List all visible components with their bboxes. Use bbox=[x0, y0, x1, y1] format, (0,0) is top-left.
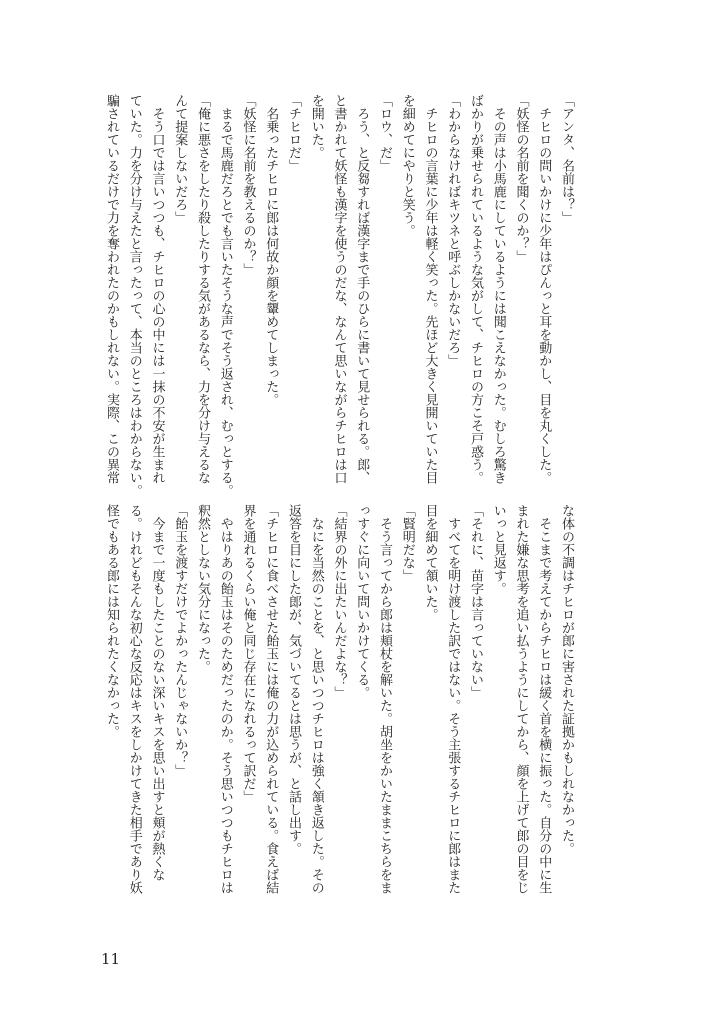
text-line: 「賢明だな」 bbox=[399, 504, 415, 582]
text-line: を細めてにやりと笑う。 bbox=[399, 94, 415, 237]
text-line: と書かれて妖怪も漢字を使うのだな、なんて思いながらチヒロは口 bbox=[331, 94, 347, 484]
text-line: 釈然としない気分になった。 bbox=[195, 504, 210, 673]
text-line: 「チヒロに食べさせた飴玉には俺の力が込められている。食えば結 bbox=[263, 504, 279, 894]
text-line: な体の不調はチヒロが郎に害された証拠かもしれなかった。 bbox=[559, 504, 574, 855]
text-line: なにを当然のことを、と思いつつチヒロは強く頷き返した。その bbox=[308, 504, 324, 894]
text-line: その声は小馬鹿にしているようには聞こえなかった。むしろ驚き bbox=[490, 94, 506, 484]
page-number: 11 bbox=[101, 950, 121, 968]
text-line: そう言ってから郎は頬杖を解いた。胡坐をかいたままこちらをま bbox=[377, 504, 392, 894]
text-line: 「アンタ、名前は？」 bbox=[559, 94, 574, 224]
text-line: チヒロの問いかけに少年はぴんっと耳を動かし、目を丸くした。 bbox=[536, 94, 552, 484]
text-line: 「結界の外に出たいんだよな？」 bbox=[331, 504, 347, 699]
text-line: ばかりが乗せられているような気がして、チヒロの方こそ戸惑う。 bbox=[468, 94, 483, 484]
text-line: 「わからなければキツネと呼ぶしかないだろ」 bbox=[445, 94, 461, 367]
text-line: まるで馬鹿だろとでも言いたそうな声でそう返され、むっとする。 bbox=[217, 94, 233, 497]
bottom-text-block bbox=[99, 504, 577, 909]
top-text-block bbox=[99, 94, 577, 499]
text-line: 「妖怪の名前を聞くのか？」 bbox=[513, 94, 529, 263]
text-line: 「妖怪に名前を教えるのか？」 bbox=[240, 94, 256, 276]
text-line: 今まで一度もしたことのない深いキスを思い出すと頬が熱くな bbox=[149, 504, 165, 881]
text-line: 界を通れるくらい俺と同じ存在になれるって訳だ」 bbox=[240, 504, 256, 803]
text-line: っすぐに向いて問いかけてくる。 bbox=[354, 504, 370, 699]
text-line: 「それに、苗字は言っていない」 bbox=[468, 504, 483, 699]
text-line: を開いた。 bbox=[308, 94, 324, 159]
text-line: んて提案しないだろ」 bbox=[172, 94, 188, 224]
text-line: 「飴玉を渡すだけでよかったんじゃないか？」 bbox=[172, 504, 188, 777]
text-line: すべてを明け渡した訳ではない。そう主張するチヒロに郎はまた bbox=[445, 504, 461, 894]
text-line: 怪でもある郎には知られたくなかった。 bbox=[104, 504, 119, 738]
text-line: る。けれどもそんな初心な反応はキスをしかけてきた相手であり妖 bbox=[126, 504, 142, 894]
text-line: 返答を目にした郎が、気づいてるとは思うが、と話し出す。 bbox=[286, 504, 301, 855]
text-line: チヒロの言葉に少年は軽く笑った。先ほど大きく見開いていた目 bbox=[422, 94, 438, 484]
text-line: まれた嫌な思考を追い払うようにしてから、顔を上げて郎の目をじ bbox=[513, 504, 529, 894]
text-line: 「俺に悪さをしたり殺したりする気があるなら、力を分け与えるな bbox=[195, 94, 210, 484]
text-line: そう口では言いつつも、チヒロの心の中には一抹の不安が生まれ bbox=[149, 94, 165, 484]
text-line: 目を細めて頷いた。 bbox=[422, 504, 438, 621]
text-line: そこまで考えてからチヒロは緩く首を横に振った。自分の中に生 bbox=[536, 504, 552, 894]
text-line: ていた。力を分け与えたと言ったって、本当のところはわからない。 bbox=[126, 94, 142, 497]
text-line: やはりあの飴玉はそのためだったのか。そう思いつつもチヒロは bbox=[217, 504, 233, 894]
text-line: ろう、と反芻すれば漢字まで手のひらに書いて見せられる。郎、 bbox=[354, 94, 370, 484]
text-line: 騙されているだけで力を奪われたのかもしれない。実際、この異常 bbox=[104, 94, 119, 484]
text-line: 「チヒロだ」 bbox=[286, 94, 301, 172]
text-line: いっと見返す。 bbox=[490, 504, 506, 595]
text-line: 「ロウ、だ」 bbox=[377, 94, 392, 172]
text-line: 名乗ったチヒロに郎は何故か顔を顰めてしまった。 bbox=[263, 94, 279, 406]
